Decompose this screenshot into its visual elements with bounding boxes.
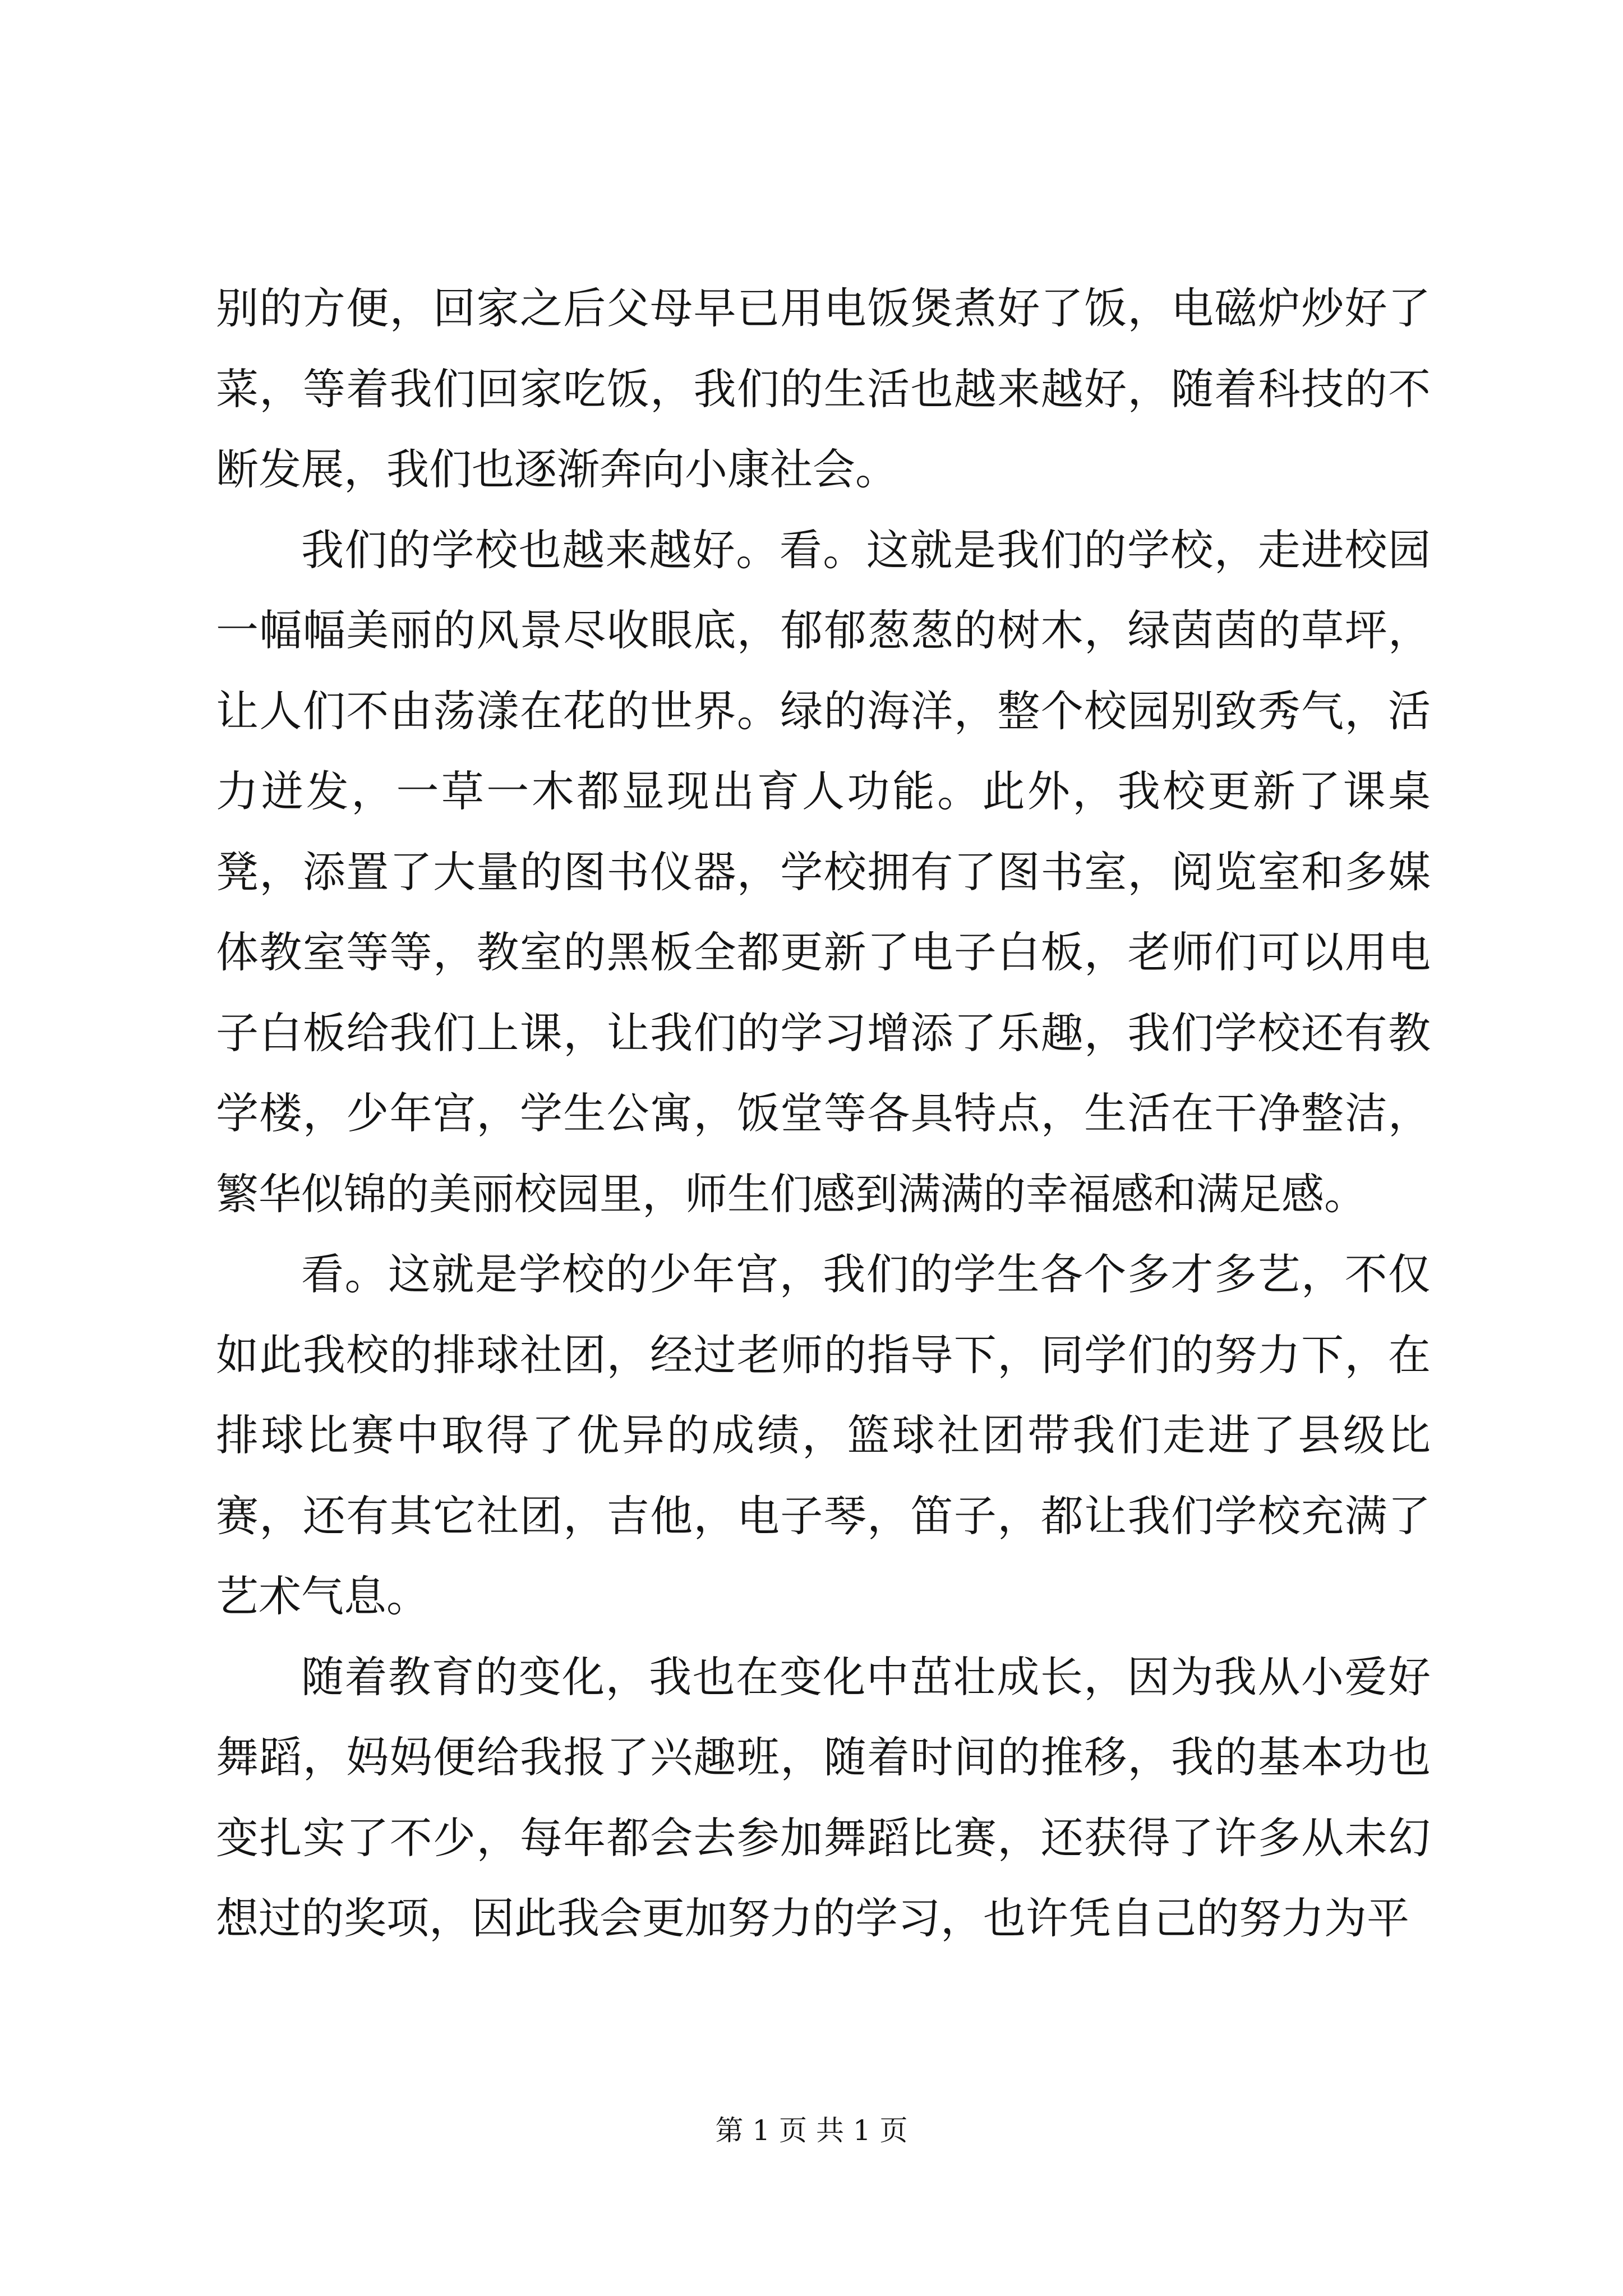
paragraph-1: 别的方便，回家之后父母早已用电饭煲煮好了饭，电磁炉炒好了菜，等着我们回家吃饭，我们的生活也越来越好，随着科技的不断发展，我们也逐渐奔向小康社会。 <box>216 283 1431 494</box>
paragraph-2: 我们的学校也越来越好。看。这就是我们的学校，走进校园一幅幅美丽的风景尽收眼底，郁郁葱葱的树木，绿茵茵的草坪，让人们不由荡漾在花的世界。绿的海洋，整个校园别致秀气，活力迸发，一草一木都显现出育人功能。此外，我校更新了课桌凳，添置了大量的图书仪器，学校拥有了图书室，阅览室和多媒体教室等等，教室的黑板全都更新了电子白板，老师们可以用电子白板给我们上课，让我们的学习增添了乐趣，我们学校还有教学楼，少年宫，学生公寓，饭堂等各具特点，生活在干净整洁，繁华似锦的美丽校园里，师生们感到满满的幸福感和满足感。 <box>216 524 1431 1219</box>
paragraph-4: 随着教育的变化，我也在变化中茁壮成长，因为我从小爱好舞蹈，妈妈便给我报了兴趣班，随着时间的推移，我的基本功也变扎实了不少，每年都会去参加舞蹈比赛，还获得了许多从未幻想过的奖项，因此我会更加努力的学习，也许凭自己的努力为平 <box>216 1651 1431 1943</box>
page-footer: 第 1 页 共 1 页 <box>715 2114 908 2147</box>
document-body <box>216 268 1431 1959</box>
paragraph-3: 看。这就是学校的少年宫，我们的学生各个多才多艺，不仅如此我校的排球社团，经过老师的指导下，同学们的努力下，在排球比赛中取得了优异的成绩，篮球社团带我们走进了县级比赛，还有其它社团，吉他，电子琴，笛子，都让我们学校充满了艺术气息。 <box>216 1249 1431 1621</box>
